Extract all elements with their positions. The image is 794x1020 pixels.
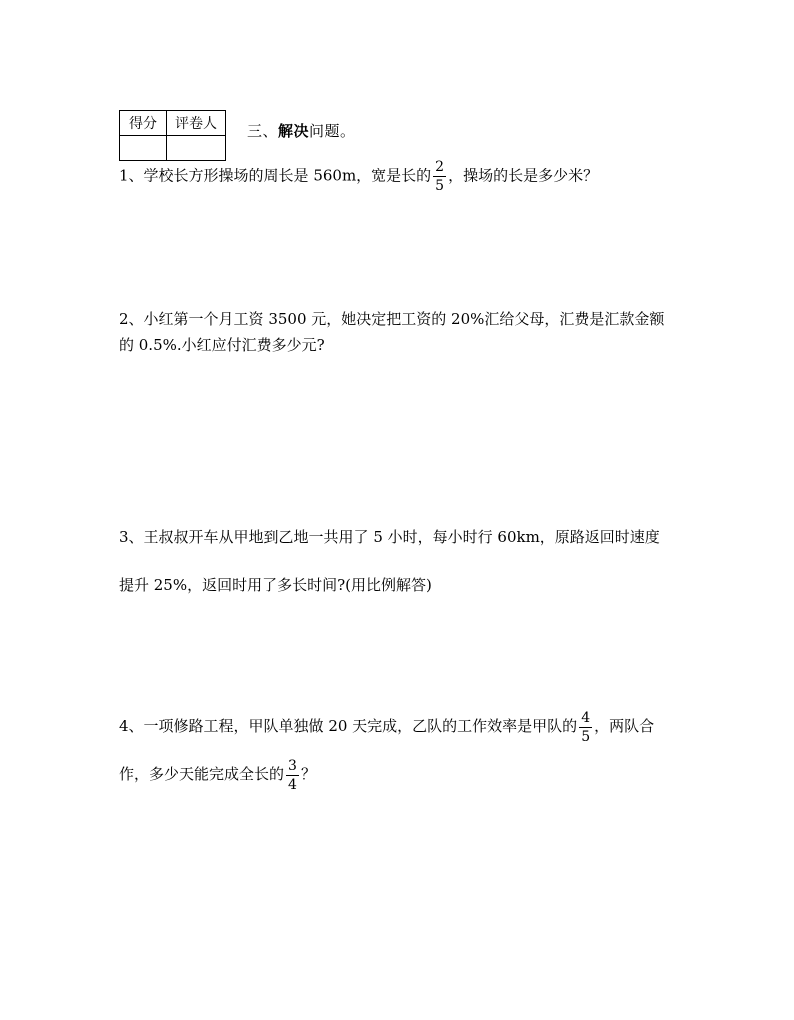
- question-number: 4、: [119, 717, 144, 735]
- question-text: ？: [300, 765, 316, 783]
- score-cell[interactable]: [120, 136, 167, 161]
- question-1: [119, 160, 689, 193]
- question-number: 2、: [119, 310, 144, 328]
- question-3: [119, 513, 689, 609]
- section-title: [247, 120, 356, 141]
- question-text: ，两队合: [594, 717, 655, 735]
- question-text: 作，多少天能完成全长的: [119, 765, 285, 783]
- question-line: 提升 25%，返回时用了多长时间?(用比例解答): [119, 576, 432, 594]
- score-table: [119, 110, 226, 161]
- question-line: [119, 306, 689, 332]
- score-header: 得分: [120, 111, 167, 136]
- question-4: [119, 702, 689, 798]
- fraction: [579, 711, 592, 744]
- question-text: 学校长方形操场的周长是 560m，宽是长的: [143, 166, 432, 185]
- question-line: [119, 702, 689, 750]
- fraction-denominator: 5: [581, 728, 591, 745]
- section-title-prefix: 三、: [247, 122, 279, 140]
- grader-header: 评卷人: [167, 111, 226, 136]
- question-text: 一项修路工程，甲队单独做 20 天完成，乙队的工作效率是甲队的: [143, 717, 578, 735]
- fraction-numerator: 3: [288, 757, 297, 774]
- fraction-numerator: 2: [435, 159, 445, 175]
- fraction-denominator: 4: [288, 776, 297, 793]
- fraction-denominator: 5: [435, 178, 445, 194]
- question-text: 王叔叔开车从甲地到乙地一共用了 5 小时，每小时行 60km，原路返回时速度: [143, 528, 660, 546]
- fraction: [286, 759, 299, 792]
- section-title-bold: 解决: [278, 122, 310, 140]
- fraction-numerator: 4: [581, 709, 591, 726]
- section-title-suffix: 问题。: [309, 122, 356, 140]
- question-line: 的 0.5%.小红应付汇费多少元?: [119, 336, 325, 354]
- question-line: [119, 513, 689, 561]
- question-text: ，操场的长是多少米？: [448, 166, 599, 185]
- question-2: [119, 306, 689, 358]
- question-text: 小红第一个月工资 3500 元，她决定把工资的 20%汇给父母，汇费是汇款金额: [143, 310, 665, 328]
- question-line: [119, 750, 689, 798]
- question-number: 1、: [119, 166, 144, 185]
- grader-cell[interactable]: [167, 136, 226, 161]
- fraction: [433, 160, 446, 193]
- question-number: 3、: [119, 528, 144, 546]
